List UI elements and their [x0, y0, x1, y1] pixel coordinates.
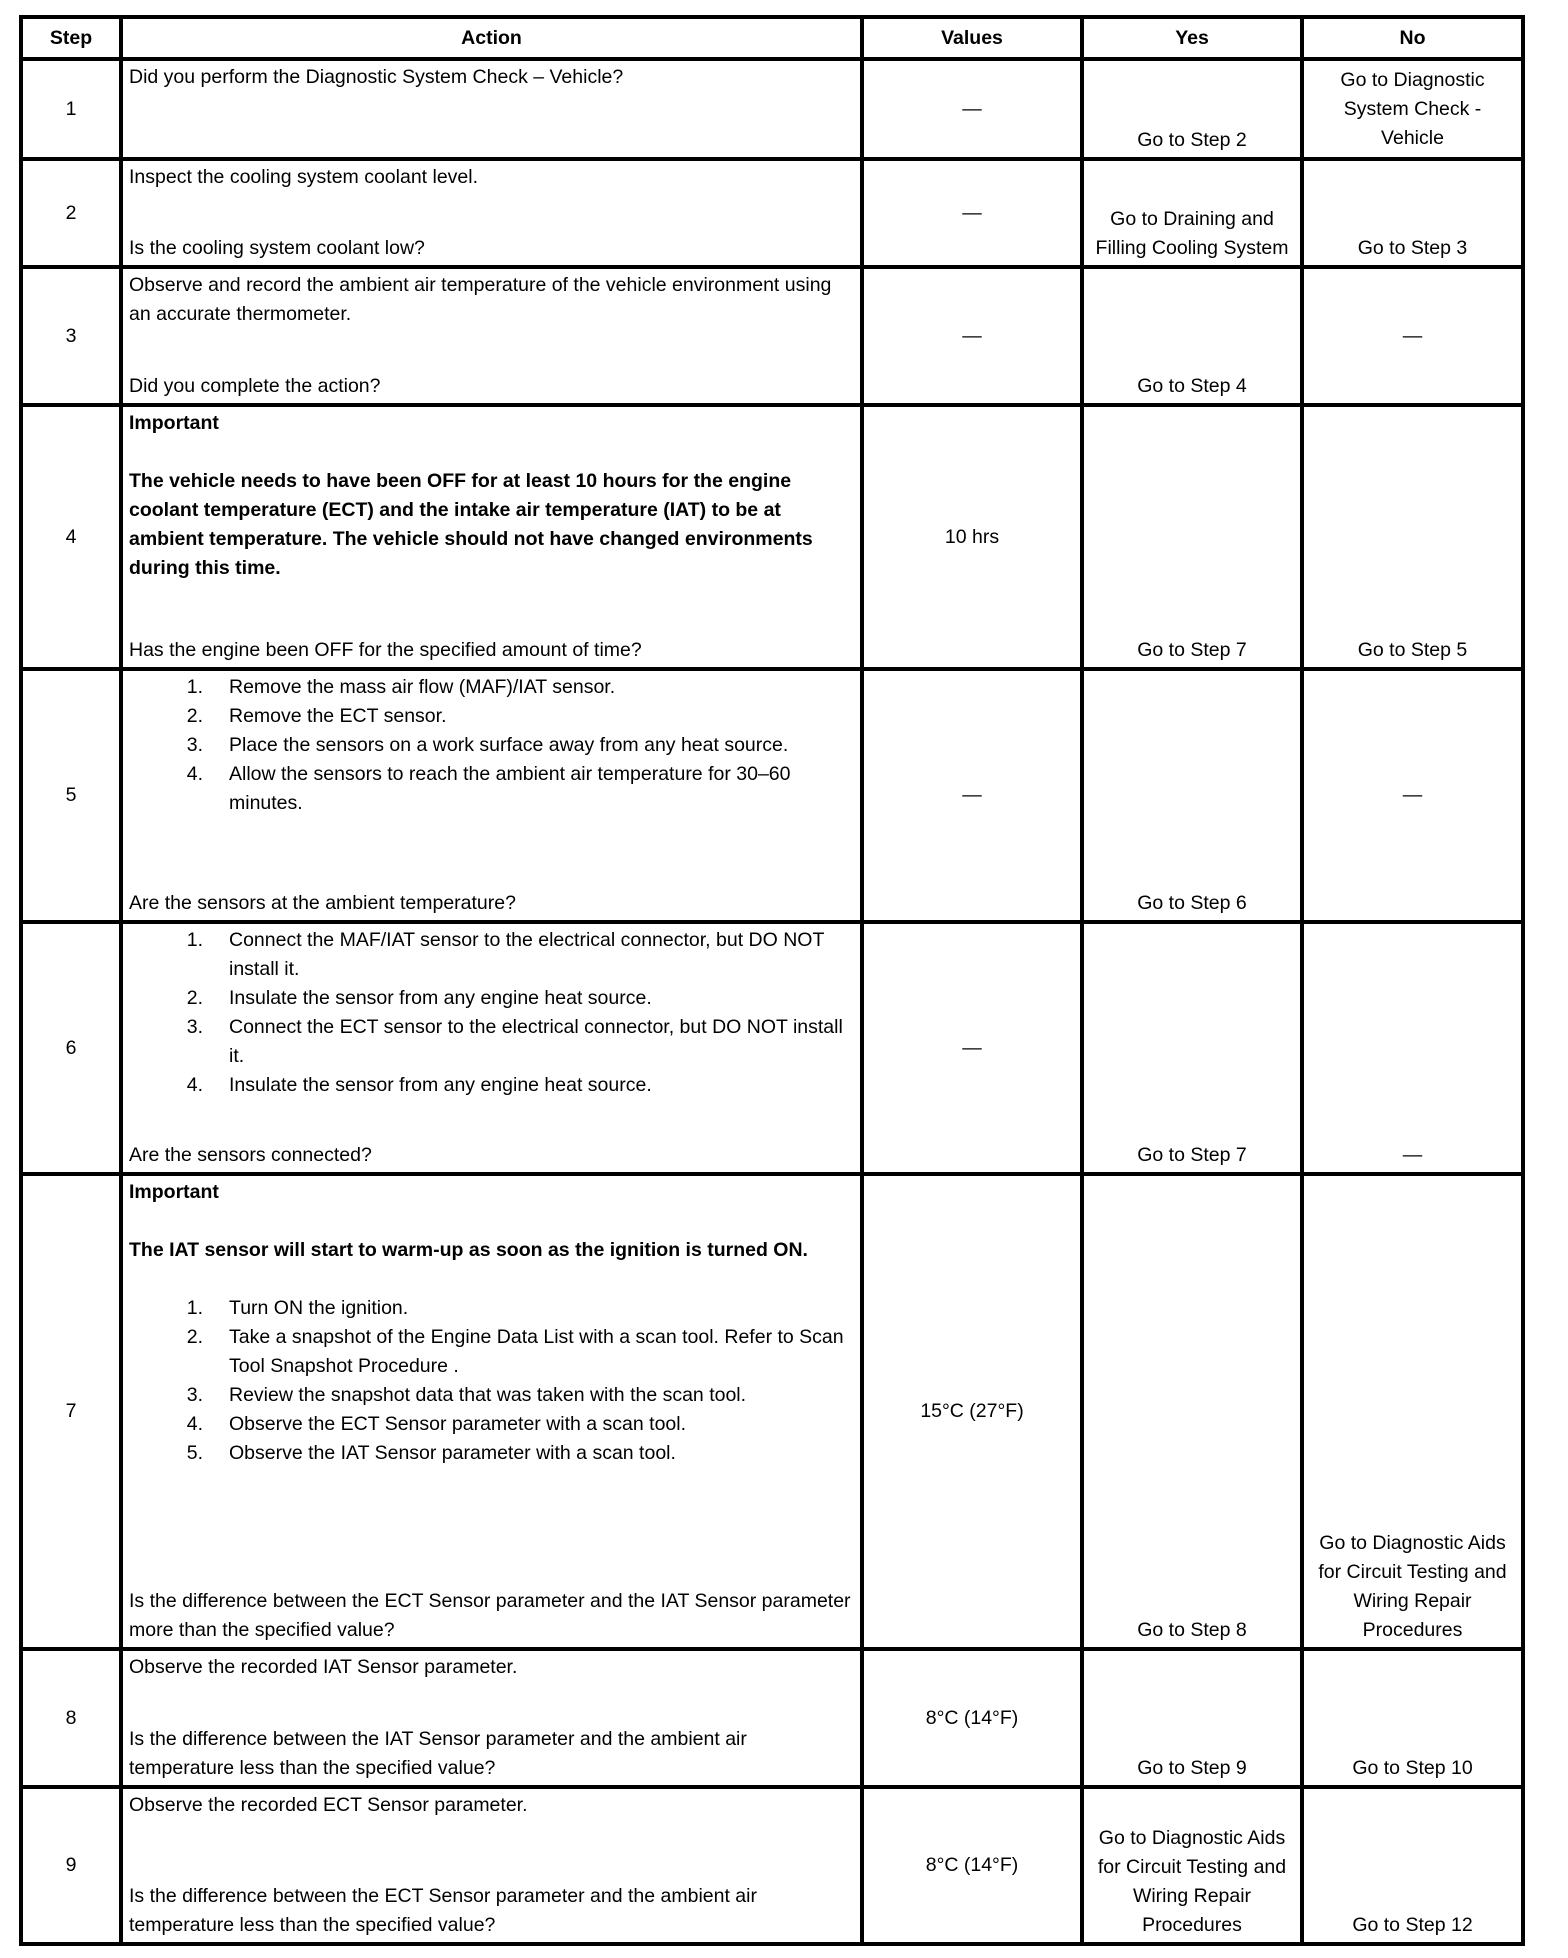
list-item [129, 1013, 854, 1071]
action-question: Are the sensors at the ambient temperature? [129, 892, 516, 914]
step-number: 5 [21, 669, 121, 922]
action-cell [121, 1787, 862, 1944]
yes-cell: Go to Step 9 [1082, 1649, 1302, 1787]
yes-cell: Go to Diagnostic Aids for Circuit Testing and Wiring Repair Procedures [1082, 1787, 1302, 1944]
values-cell: 8°C (14°F) [862, 1649, 1082, 1787]
values-cell: 10 hrs [862, 405, 1082, 669]
action-question: Is the difference between the ECT Sensor parameter and the IAT Sensor parameter more than the specified value? [129, 1590, 851, 1641]
list-item [129, 1323, 854, 1381]
table-row [21, 1649, 1523, 1787]
list-number: 4. [186, 1074, 203, 1096]
table-row [21, 1174, 1523, 1649]
no-cell: — [1302, 669, 1523, 922]
table-row [21, 159, 1523, 267]
list-text: Connect the ECT sensor to the electrical connector, but DO NOT install it. [229, 1016, 843, 1067]
no-cell: — [1302, 267, 1523, 405]
action-question: Is the difference between the IAT Sensor parameter and the ambient air temperature less than the specified value? [129, 1728, 747, 1779]
important-text: The IAT sensor will start to warm-up as soon as the ignition is turned ON. [129, 1239, 808, 1261]
list-item [129, 984, 854, 1013]
values-cell: — [862, 159, 1082, 267]
list-number: 3. [186, 1016, 203, 1038]
table-row [21, 1787, 1523, 1944]
action-text: Observe and record the ambient air temperature of the vehicle environment using an accurate thermometer. [129, 274, 832, 325]
values-cell: — [862, 59, 1082, 159]
list-number: 2. [186, 705, 203, 727]
list-item [129, 673, 854, 702]
table-row [21, 59, 1523, 159]
action-list [129, 673, 854, 818]
header-row [21, 17, 1523, 59]
list-text: Insulate the sensor from any engine heat source. [229, 987, 652, 1009]
values-cell: 15°C (27°F) [862, 1174, 1082, 1649]
step-number: 8 [21, 1649, 121, 1787]
important-text: Important [129, 412, 219, 434]
list-item [129, 1294, 854, 1323]
list-item [129, 1381, 854, 1410]
list-number: 1. [186, 676, 203, 698]
action-list [129, 1294, 854, 1468]
list-number: 4. [186, 763, 203, 785]
values-cell: 8°C (14°F) [862, 1787, 1082, 1944]
header-no: No [1302, 17, 1523, 59]
step-number: 7 [21, 1174, 121, 1649]
list-text: Allow the sensors to reach the ambient air temperature for 30–60 minutes. [229, 763, 791, 814]
action-question: Are the sensors connected? [129, 1144, 372, 1166]
action-cell [121, 59, 862, 159]
list-item [129, 1410, 854, 1439]
header-step: Step [21, 17, 121, 59]
action-cell [121, 159, 862, 267]
list-number: 3. [186, 734, 203, 756]
action-cell [121, 1174, 862, 1649]
yes-cell: Go to Step 4 [1082, 267, 1302, 405]
spacer [129, 1265, 854, 1294]
values-cell: — [862, 922, 1082, 1174]
list-number: 2. [186, 1326, 203, 1348]
no-cell: Go to Step 12 [1302, 1787, 1523, 1944]
action-question: Has the engine been OFF for the specified amount of time? [129, 639, 642, 661]
no-cell: Go to Step 5 [1302, 405, 1523, 669]
list-number: 1. [186, 1297, 203, 1319]
list-text: Insulate the sensor from any engine heat source. [229, 1074, 652, 1096]
list-item [129, 926, 854, 984]
action-text: Observe the recorded IAT Sensor parameter. [129, 1656, 518, 1678]
diagnostic-table [19, 15, 1525, 1946]
no-cell: Go to Step 3 [1302, 159, 1523, 267]
yes-cell: Go to Step 8 [1082, 1174, 1302, 1649]
action-cell [121, 1649, 862, 1787]
list-item [129, 702, 854, 731]
table-row [21, 405, 1523, 669]
list-number: 3. [186, 1384, 203, 1406]
list-text: Take a snapshot of the Engine Data List with a scan tool. Refer to Scan Tool Snapshot Procedure . [229, 1326, 844, 1377]
list-text: Turn ON the ignition. [229, 1297, 409, 1319]
list-item [129, 731, 854, 760]
action-question: Is the difference between the ECT Sensor parameter and the ambient air temperature less than the specified value? [129, 1885, 757, 1936]
list-item [129, 1071, 854, 1100]
list-item [129, 1439, 854, 1468]
list-number: 2. [186, 987, 203, 1009]
list-number: 4. [186, 1413, 203, 1435]
no-cell: — [1302, 922, 1523, 1174]
list-text: Remove the mass air flow (MAF)/IAT sensor. [229, 676, 616, 698]
list-text: Connect the MAF/IAT sensor to the electrical connector, but DO NOT install it. [229, 929, 825, 980]
yes-cell: Go to Step 2 [1082, 59, 1302, 159]
action-list [129, 926, 854, 1100]
table-row [21, 267, 1523, 405]
header-action: Action [121, 17, 862, 59]
header-yes: Yes [1082, 17, 1302, 59]
step-number: 1 [21, 59, 121, 159]
yes-cell: Go to Step 6 [1082, 669, 1302, 922]
values-cell: — [862, 267, 1082, 405]
list-number: 1. [186, 929, 203, 951]
values-cell: — [862, 669, 1082, 922]
important-text: Important [129, 1181, 219, 1203]
step-number: 9 [21, 1787, 121, 1944]
table-row [21, 669, 1523, 922]
table-row [21, 922, 1523, 1174]
list-text: Observe the ECT Sensor parameter with a scan tool. [229, 1413, 687, 1435]
spacer [129, 1207, 854, 1236]
list-text: Observe the IAT Sensor parameter with a scan tool. [229, 1442, 676, 1464]
no-cell: Go to Step 10 [1302, 1649, 1523, 1787]
yes-cell: Go to Draining and Filling Cooling System [1082, 159, 1302, 267]
spacer [129, 438, 854, 467]
step-number: 6 [21, 922, 121, 1174]
action-text: Did you perform the Diagnostic System Check – Vehicle? [129, 66, 624, 88]
list-number: 5. [186, 1442, 203, 1464]
no-cell: Go to Diagnostic Aids for Circuit Testing and Wiring Repair Procedures [1302, 1174, 1523, 1649]
action-cell [121, 922, 862, 1174]
action-question: Is the cooling system coolant low? [129, 237, 425, 259]
action-text: Observe the recorded ECT Sensor parameter. [129, 1794, 528, 1816]
no-cell: Go to Diagnostic System Check - Vehicle [1302, 59, 1523, 159]
action-cell [121, 267, 862, 405]
yes-cell: Go to Step 7 [1082, 405, 1302, 669]
action-text: Inspect the cooling system coolant level. [129, 166, 479, 188]
step-number: 3 [21, 267, 121, 405]
header-values: Values [862, 17, 1082, 59]
action-question: Did you complete the action? [129, 375, 381, 397]
important-text: The vehicle needs to have been OFF for at least 10 hours for the engine coolant temperature (ECT) and the intake air temperature (IAT) to be at ambient temperature. The vehicle should not have changed environments during this time. [129, 470, 813, 579]
yes-cell: Go to Step 7 [1082, 922, 1302, 1174]
list-text: Place the sensors on a work surface away from any heat source. [229, 734, 789, 756]
action-cell [121, 405, 862, 669]
list-item [129, 760, 854, 818]
action-cell [121, 669, 862, 922]
list-text: Review the snapshot data that was taken with the scan tool. [229, 1384, 747, 1406]
step-number: 2 [21, 159, 121, 267]
list-text: Remove the ECT sensor. [229, 705, 447, 727]
step-number: 4 [21, 405, 121, 669]
